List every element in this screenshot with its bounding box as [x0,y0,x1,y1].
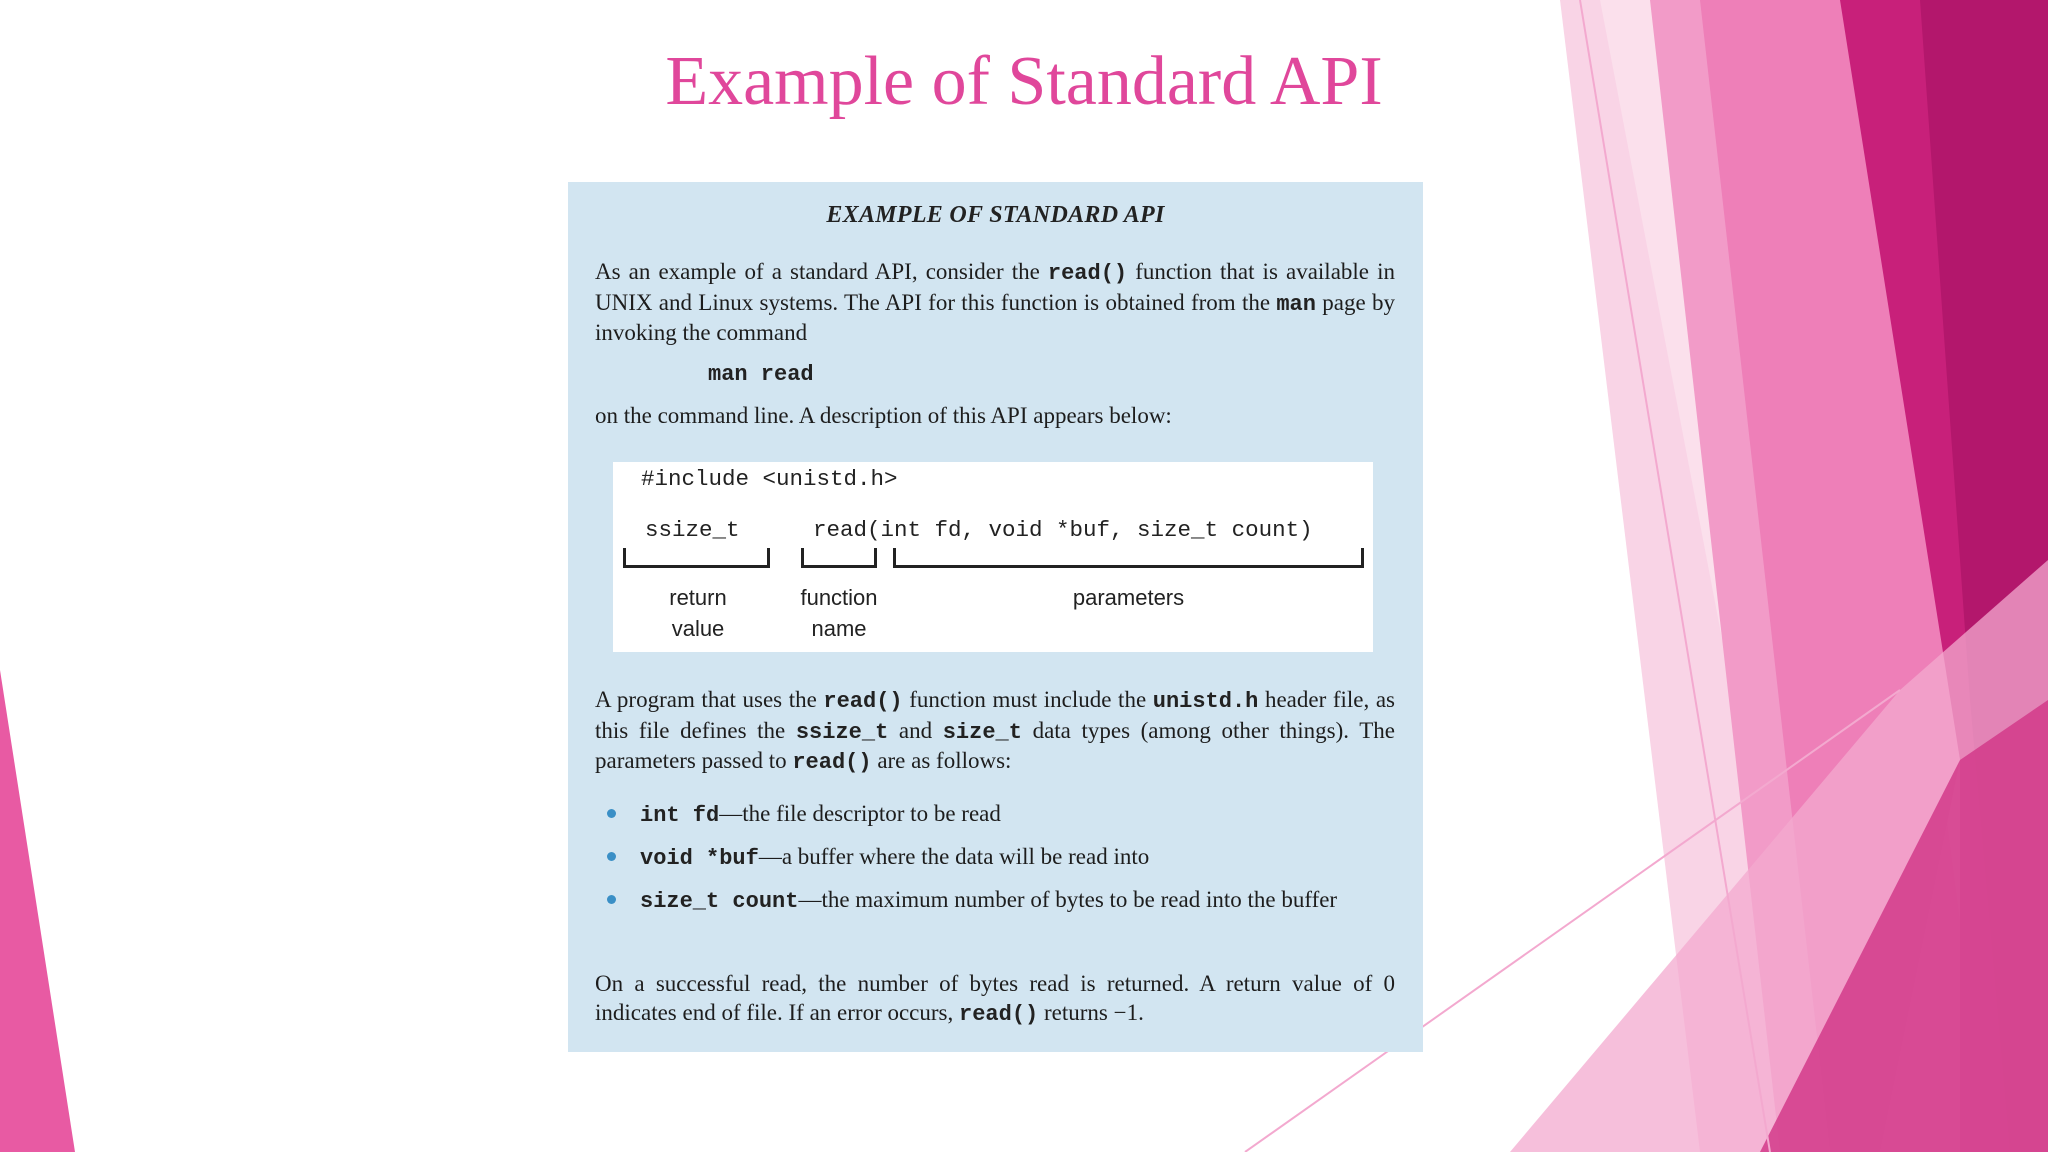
after-command-text: on the command line. A description of this API appears below: [595,403,1172,428]
include-line: #include <unistd.h> [641,466,898,492]
deco-shape-left [0,670,75,1152]
program-paragraph [595,686,1395,778]
program-code-size-t: size_t [942,719,1022,745]
function-name-label-line-2: name [811,616,867,641]
slide-title: Example of Standard API [665,43,1383,120]
intro-text-1: As an example of a standard API, consider the [595,259,1048,284]
bullet-dot [607,895,616,904]
return-value-label [623,582,773,644]
program-text-3: header file, as this file defines the [595,687,1395,743]
program-code-read-2: read() [792,750,872,775]
program-code-unistd: unistd.h [1152,689,1259,714]
api-signature-panel [613,462,1373,652]
intro-text-3: page by invoking the command [595,289,1395,345]
man-read-command: man read [708,362,814,387]
bullet-text: —the file descriptor to be read [719,801,1001,826]
closing-paragraph [595,970,1395,1029]
bullet-text: —the maximum number of bytes to be read into the buffer [798,887,1338,912]
program-text-5: data types (among other things). The parameters passed to [595,717,1395,773]
parameters-label: parameters [1072,585,1185,610]
bullet-item-count [595,886,1395,917]
box-heading: EXAMPLE OF STANDARD API [826,202,1165,228]
bullet-item-buf [595,843,1395,874]
closing-text-1: On a successful read, the number of bytes read is returned. A return value of 0 indicates end of file. If an error occurs, [595,971,1395,1025]
bullet-dot [607,809,616,818]
closing-code-read: read() [959,1001,1039,1027]
function-name-label-line-1: function [800,585,878,610]
program-text-6: are as follows: [871,748,1012,773]
function-signature: read(int fd, void *buf, size_t count) [813,517,1313,543]
function-name-bracket [801,548,877,568]
return-value-label-line-2: value [671,616,725,641]
parameters-bracket [893,548,1364,568]
program-text-2: function must include the [902,687,1153,712]
bullet-dot [607,852,616,861]
return-value-bracket [623,548,770,568]
intro-text-2: function that is available in UNIX and Linux systems. The API for this function is obtained from the [595,259,1395,315]
intro-paragraph [595,258,1395,348]
intro-code-man: man [1276,291,1316,317]
return-type: ssize_t [645,517,740,543]
api-example-box [568,182,1423,1052]
function-name-label [779,582,899,644]
bullet-text: —a buffer where the data will be read into [758,844,1150,869]
return-value-label-line-1: return [669,585,727,610]
intro-code-read: read() [1047,261,1128,286]
program-text-4: and [888,717,943,743]
bullet-code: int fd [640,803,720,828]
closing-text-2: returns −1. [1038,999,1144,1025]
program-code-ssize-t: ssize_t [795,719,889,745]
bullet-code: size_t count [640,889,799,914]
bullet-item-fd [595,800,1395,831]
program-text-1: A program that uses the [595,687,824,712]
program-code-read: read() [823,689,903,714]
bullet-code: void *buf [640,846,759,871]
